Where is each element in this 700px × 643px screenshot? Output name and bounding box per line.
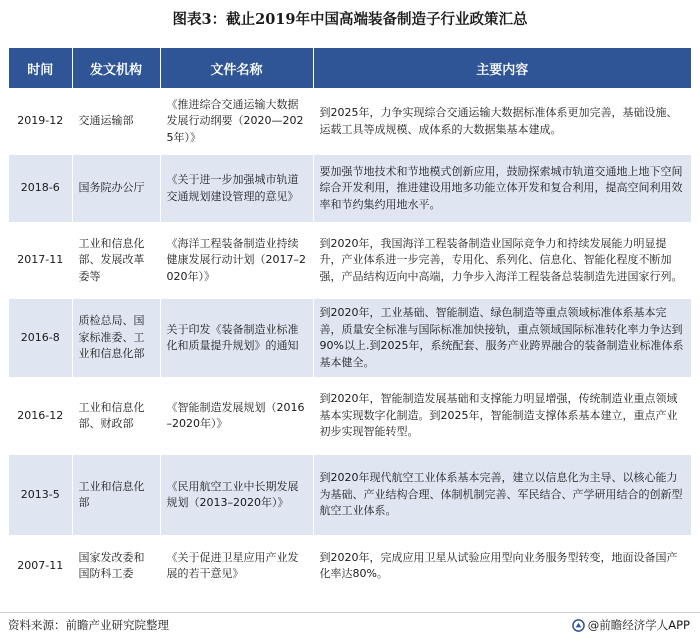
cell-agency: 交通运输部: [72, 88, 160, 155]
source-note: 资料来源：前瞻产业研究院整理: [8, 618, 169, 632]
table-row: [9, 88, 691, 155]
header-agency: 发文机构: [72, 48, 160, 88]
cell-doc: 《推进综合交通运输大数据发展行动纲要（2020—2025年）》: [160, 88, 313, 155]
table-row: [9, 535, 691, 597]
cell-date: 2016-12: [9, 377, 72, 455]
cell-doc: 关于印发《装备制造业标准化和质量提升规划》的通知: [160, 299, 313, 377]
policy-table: [9, 48, 691, 597]
table-row: [9, 377, 691, 455]
brand-credit: [572, 614, 690, 636]
table-header-row: [9, 48, 691, 88]
cell-agency: 工业和信息化部: [72, 455, 160, 535]
cell-date: 2019-12: [9, 88, 72, 155]
cell-date: 2016-8: [9, 299, 72, 377]
chart-title: 图表3：截止2019年中国高端装备制造子行业政策汇总: [172, 11, 528, 28]
policy-table-container: [9, 48, 691, 597]
cell-date: 2007-11: [9, 535, 72, 597]
brand-text: @前瞻经济学人APP: [587, 618, 690, 632]
cell-doc: 《关于进一步加强城市轨道交通规划建设管理的意见》: [160, 155, 313, 222]
cell-agency: 国务院办公厅: [72, 155, 160, 222]
cell-date: 2018-6: [9, 155, 72, 222]
cell-agency: 工业和信息化部、财政部: [72, 377, 160, 455]
table-row: [9, 299, 691, 377]
table-row: [9, 155, 691, 222]
cell-doc: 《民用航空工业中长期发展规划（2013–2020年）》: [160, 455, 313, 535]
brand-logo-icon: [572, 619, 585, 632]
cell-date: 2013-5: [9, 455, 72, 535]
cell-content: 到2020年，智能制造发展基础和支撑能力明显增强，传统制造业重点领域基本实现数字化制造。到2025年，智能制造支撑体系基本建立，重点产业初步实现智能转型。: [313, 377, 691, 455]
cell-doc: 《智能制造发展规划（2016–2020年）》: [160, 377, 313, 455]
footer-divider: [0, 612, 700, 613]
table-row: [9, 222, 691, 299]
cell-doc: 《海洋工程装备制造业持续健康发展行动计划（2017–2020年）》: [160, 222, 313, 299]
cell-content: 到2020年，工业基础、智能制造、绿色制造等重点领域标准体系基本完善，质量安全标准与国际标准加快接轨，重点领域国际标准转化率力争达到90%以上.到2025年，系统配套、服务产业跨界融合的装备制造业标准体系基本健全。: [313, 299, 691, 377]
cell-content: 到2025年，力争实现综合交通运输大数据标准体系更加完善，基础设施、运载工具等成规模、成体系的大数据集基本建成。: [313, 88, 691, 155]
cell-agency: 工业和信息化部、发展改革委等: [72, 222, 160, 299]
cell-content: 到2020年现代航空工业体系基本完善，建立以信息化为主导、以核心能力为基础、产业结构合理、体制机制完善、军民结合、产学研用结合的创新型航空工业体系。: [313, 455, 691, 535]
cell-content: 到2020年，完成应用卫星从试验应用型向业务服务型转变，地面设备国产化率达80%。: [313, 535, 691, 597]
cell-agency: 质检总局、国家标准委、工业和信息化部: [72, 299, 160, 377]
header-date: 时间: [9, 48, 72, 88]
table-row: [9, 455, 691, 535]
cell-date: 2017-11: [9, 222, 72, 299]
cell-content: 要加强节地技术和节地模式创新应用，鼓励探索城市轨道交通地上地下空间综合开发利用，推进建设用地多功能立体开发和复合利用，提高空间利用效率和节约集约用地水平。: [313, 155, 691, 222]
cell-doc: 《关于促进卫星应用产业发展的若干意见》: [160, 535, 313, 597]
cell-content: 到2020年，我国海洋工程装备制造业国际竞争力和持续发展能力明显提升，产业体系进一步完善，专用化、系列化、信息化、智能化程度不断加强，产品结构迈向中高端，力争步入海洋工程装备总装制造先进国家行列。: [313, 222, 691, 299]
header-doc: 文件名称: [160, 48, 313, 88]
cell-agency: 国家发改委和国防科工委: [72, 535, 160, 597]
header-content: 主要内容: [313, 48, 691, 88]
